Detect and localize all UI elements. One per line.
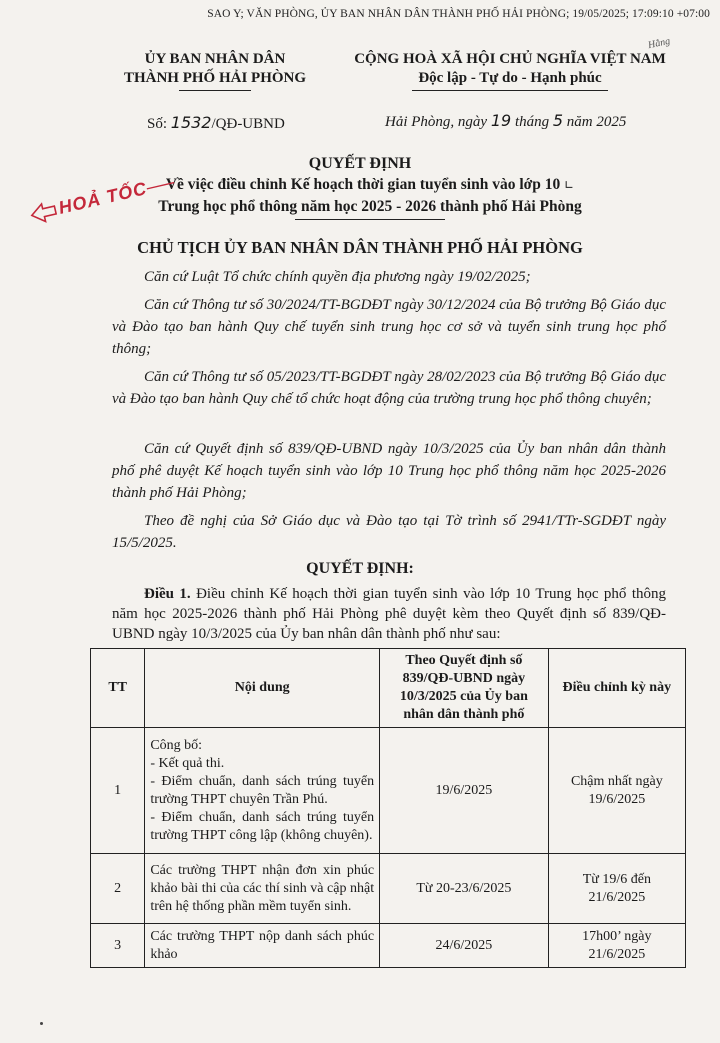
handwritten-mark: ∟ [564,178,575,192]
row-number: 1 [91,728,145,854]
table-header-row [91,649,686,728]
content-line: - Kết quả thi. [150,755,225,771]
digital-copy-header: SAO Y; VĂN PHÒNG, ỦY BAN NHÂN DÂN THÀNH PHỐ HẢI PHÒNG; 19/05/2025; 17:09:10 +07:00 [207,8,710,20]
table-row [91,924,686,968]
content-line: Các trường THPT nhận đơn xin phúc khảo bài thi của các thí sinh và cập nhật trên hệ thống phần mềm tuyển sinh. [150,862,375,914]
legal-basis-2: Căn cứ Thông tư số 30/2024/TT-BGDĐT ngày 30/12/2024 của Bộ trưởng Bộ Giáo dục và Đào tạo ban hành Quy chế tuyển sinh trung học cơ sở và tuyển sinh trung học phổ thông; [112,297,666,357]
national-motto [340,50,680,91]
header-original-schedule: Theo Quyết định số 839/QĐ-UBND ngày 10/3/2025 của Ủy ban nhân dân thành phố [380,649,549,728]
motto: Độc lập - Tự do - Hạnh phúc [418,70,602,86]
date-part-1: Hải Phòng, ngày [385,114,491,130]
handwritten-initials: Hằng [647,35,672,52]
place-and-date [385,111,626,131]
date-month: 5 [552,111,564,130]
document-title: QUYẾT ĐỊNH [308,155,412,172]
row-original-date: 19/6/2025 [380,728,549,854]
date-part-2: tháng [511,114,553,130]
document-subject [150,174,590,220]
legal-basis-5: Theo đề nghị của Sở Giáo dục và Đào tạo tại Tờ trình số 2941/TTr-SGDĐT ngày 15/5/2025. [112,513,666,551]
row-adjusted-date: Chậm nhất ngày 19/6/2025 [548,728,685,854]
date-part-3: năm 2025 [563,114,627,130]
legal-basis-3: Căn cứ Thông tư số 05/2023/TT-BGDĐT ngày 28/02/2023 của Bộ trưởng Bộ Giáo dục và Đào tạo ban hành Quy chế tổ chức hoạt động của trường trung học phổ thông chuyên; [112,369,666,407]
table-row [91,854,686,924]
decision-heading: QUYẾT ĐỊNH: [306,560,414,577]
issuing-organization [100,50,330,91]
doc-number-handwritten: 1532 [170,113,212,132]
doc-number-prefix: Số: [147,116,171,132]
doc-number-suffix: /QĐ-UBND [211,116,285,132]
row-content [145,854,380,924]
content-line: Công bố: [150,737,203,753]
schedule-table [90,648,686,968]
subject-line-1: Về việc điều chỉnh Kế hoạch thời gian tuyển sinh vào lớp 10 [165,176,561,193]
article-1-label: Điều 1. [144,586,191,602]
subject-underline [295,219,445,220]
subject-line-2: Trung học phổ thông năm học 2025 - 2026 thành phố Hải Phòng [158,198,582,215]
date-day: 19 [490,111,512,130]
content-line: Các trường THPT nộp danh sách phúc khảo [150,928,375,962]
row-number: 2 [91,854,145,924]
scan-speck [40,1022,43,1025]
motto-underline [412,90,608,91]
legal-basis-1: Căn cứ Luật Tổ chức chính quyền địa phương ngày 19/02/2025; [144,269,531,285]
org-underline [179,90,251,91]
header-content: Nội dung [145,649,380,728]
row-number: 3 [91,924,145,968]
row-original-date: 24/6/2025 [380,924,549,968]
org-line-1: ỦY BAN NHÂN DÂN [144,51,286,67]
nation-name: CỘNG HOÀ XÃ HỘI CHỦ NGHĨA VIỆT NAM [354,51,666,67]
org-line-2: THÀNH PHỐ HẢI PHÒNG [123,70,307,86]
row-original-date: Từ 20-23/6/2025 [380,854,549,924]
row-adjusted-date: 17h00’ ngày 21/6/2025 [548,924,685,968]
row-content [145,924,380,968]
row-content [145,728,380,854]
header-adjusted-schedule: Điều chỉnh kỳ này [548,649,685,728]
article-1-text: Điều chỉnh Kế hoạch thời gian tuyển sinh vào lớp 10 Trung học phổ thông năm học 2025-2026 thành phố Hải Phòng phê duyệt kèm theo Quyết định số 839/QĐ-UBND ngày 10/3/2025 của Ủy ban nhân dân thành phố như sau: [112,586,667,642]
legal-basis-4: Căn cứ Quyết định số 839/QĐ-UBND ngày 10/3/2025 của Ủy ban nhân dân thành phố phê duyệt Kế hoạch tuyển sinh vào lớp 10 Trung học phổ thông năm học 2025-2026 thành phố Hải Phòng; [112,441,666,501]
header-tt: TT [91,649,145,728]
stamp-text: HOẢ TỐC [56,178,149,218]
document-number [147,113,285,133]
table-row [91,728,686,854]
content-line: - Điểm chuẩn, danh sách trúng tuyển trường THPT công lập (không chuyên). [150,809,375,843]
issuer-title: CHỦ TỊCH ỦY BAN NHÂN DÂN THÀNH PHỐ HẢI PHÒNG [137,238,583,257]
article-1 [112,584,666,644]
content-line: - Điểm chuẩn, danh sách trúng tuyển trường THPT chuyên Trần Phú. [150,773,375,807]
row-adjusted-date: Từ 19/6 đến 21/6/2025 [548,854,685,924]
